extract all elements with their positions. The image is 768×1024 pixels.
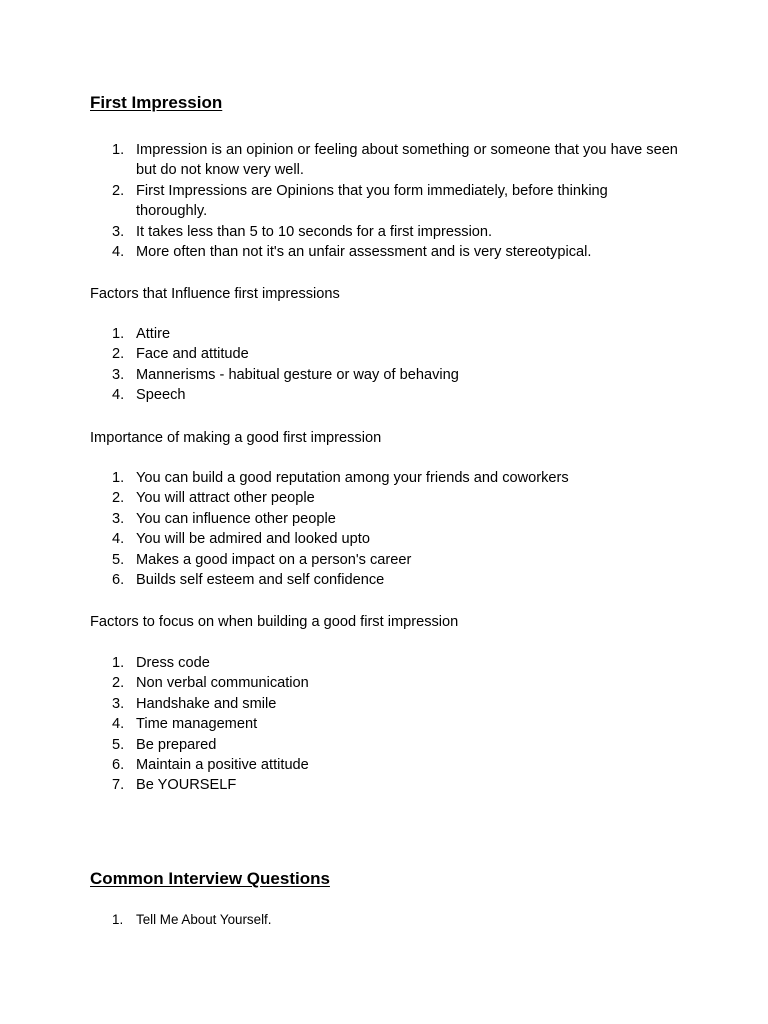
list-item: 1. Impression is an opinion or feeling about something or someone that you have seen but do not know very well. xyxy=(112,142,678,179)
list-item: 3. You can influence other people xyxy=(112,510,336,527)
list-item: 5. Be prepared xyxy=(112,736,217,753)
influence-factors-list xyxy=(90,324,680,406)
list-item: 1. Tell Me About Yourself. xyxy=(112,912,272,927)
importance-list xyxy=(90,468,680,590)
list-item: 6. Maintain a positive attitude xyxy=(112,757,309,774)
list-item: 2. You will attract other people xyxy=(112,490,315,507)
focus-factors-intro: Factors to focus on when building a good first impression xyxy=(90,614,459,630)
interview-questions-heading: Common Interview Questions xyxy=(90,869,330,888)
list-item: 4. Time management xyxy=(112,716,258,733)
list-item: 2. Non verbal communication xyxy=(112,675,309,692)
list-item: 1. Attire xyxy=(112,326,171,342)
importance-intro: Importance of making a good first impression xyxy=(90,430,382,446)
first-impression-list xyxy=(90,140,680,262)
list-item: 4. You will be admired and looked upto xyxy=(112,531,370,548)
list-item: 1. Dress code xyxy=(112,655,210,671)
list-item: 6. Builds self esteem and self confidence xyxy=(112,572,385,589)
list-item: 3. Mannerisms - habitual gesture or way of behaving xyxy=(112,366,459,383)
list-item: 7. Be YOURSELF xyxy=(112,777,237,794)
list-item: 2. Face and attitude xyxy=(112,346,249,363)
interview-questions-list xyxy=(90,910,680,930)
first-impression-heading: First Impression xyxy=(90,93,223,112)
list-item: 3. It takes less than 5 to 10 seconds for a first impression. xyxy=(112,223,493,240)
list-item: 5. Makes a good impact on a person's career xyxy=(112,551,412,568)
list-item: 3. Handshake and smile xyxy=(112,695,277,712)
focus-factors-list xyxy=(90,653,680,796)
influence-factors-intro: Factors that Influence first impressions xyxy=(90,286,340,302)
list-item: 4. Speech xyxy=(112,387,186,404)
list-item: 2. First Impressions are Opinions that you form immediately, before thinking thoroughly. xyxy=(112,182,608,220)
list-item: 4. More often than not it's an unfair assessment and is very stereotypical. xyxy=(112,244,592,261)
list-item: 1. You can build a good reputation among your friends and coworkers xyxy=(112,470,569,486)
